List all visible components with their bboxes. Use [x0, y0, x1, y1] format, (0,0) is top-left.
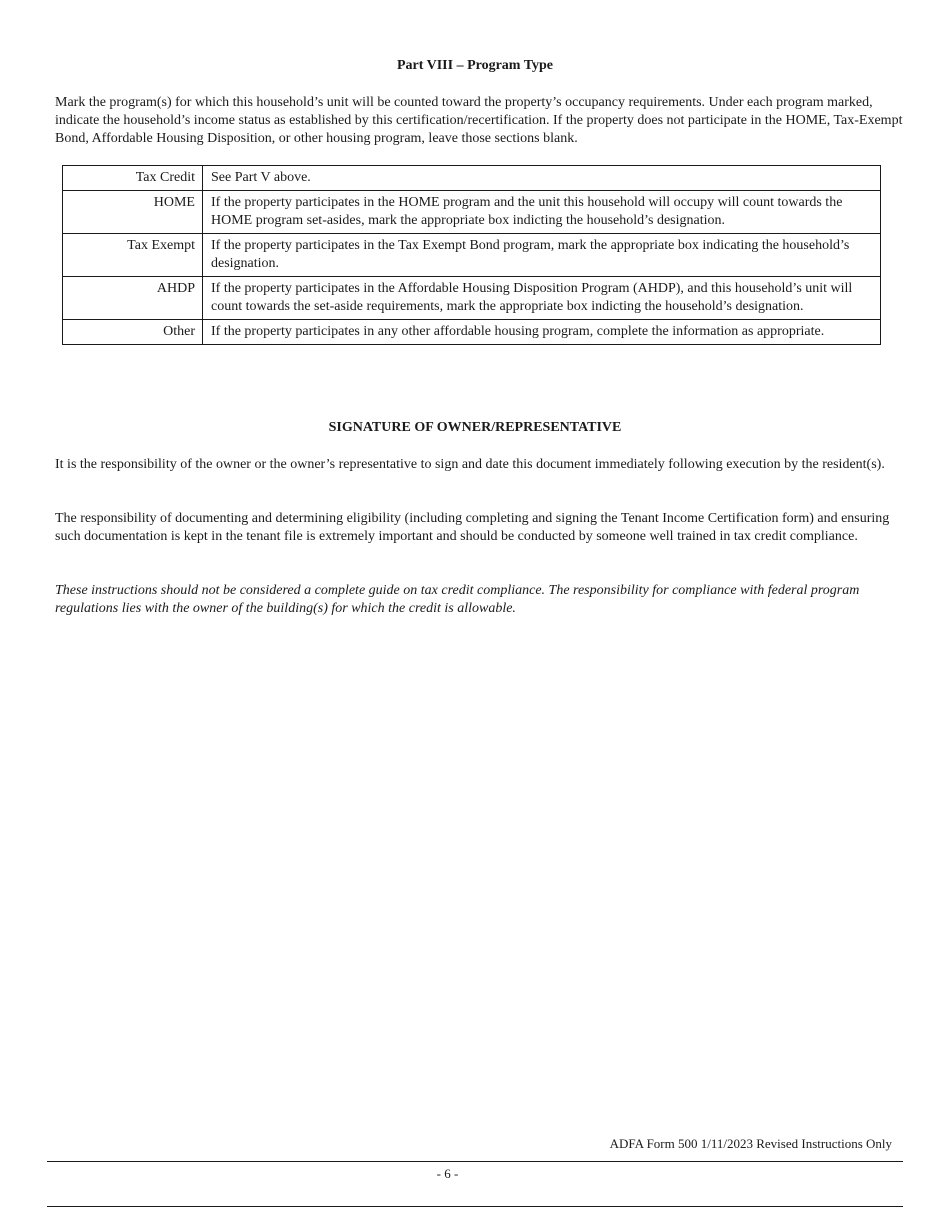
program-description: If the property participates in the Affordable Housing Disposition Program (AHDP), and this household’s unit will count towards the set-aside requirements, mark the appropriate box indicting the household’s designation.: [203, 277, 881, 320]
disclaimer-text: These instructions should not be considered a complete guide on tax credit compliance. The responsibility for compliance with federal program regulations lies with the owner of the building(s) for which the credit is allowable.: [55, 583, 860, 616]
intro-paragraph: Mark the program(s) for which this household’s unit will be counted toward the property’s occupancy requirements. Under each program marked, indicate the household’s income status as established by this certification/recertification. If the property does not participate in the HOME, Tax-Exempt Bond, Affordable Housing Disposition, or other housing program, leave those sections blank.: [55, 95, 903, 146]
program-description: If the property participates in the Tax Exempt Bond program, mark the appropriate box indicating the household’s designation.: [203, 234, 881, 277]
program-label: Tax Credit: [63, 166, 203, 191]
signature-paragraph-1: It is the responsibility of the owner or the owner’s representative to sign and date this document immediately following execution by the resident(s).: [55, 457, 885, 472]
signature-heading: SIGNATURE OF OWNER/REPRESENTATIVE: [328, 420, 622, 435]
program-label: Other: [63, 320, 203, 345]
table-row: [63, 191, 881, 234]
program-label: AHDP: [63, 277, 203, 320]
footer-top-rule: [47, 1161, 903, 1162]
program-type-table: [62, 165, 881, 345]
program-label: HOME: [63, 191, 203, 234]
table-row: [63, 277, 881, 320]
program-label: Tax Exempt: [63, 234, 203, 277]
part-heading: Part VIII – Program Type: [396, 58, 554, 73]
program-description: See Part V above.: [203, 166, 881, 191]
page-number: - 6 -: [436, 1166, 459, 1181]
table-row: [63, 320, 881, 345]
signature-paragraph-2: The responsibility of documenting and determining eligibility (including completing and signing the Tenant Income Certification form) and ensuring such documentation is kept in the tenant file is extremely important and should be conducted by someone well trained in tax credit compliance.: [55, 511, 890, 544]
footer-bottom-rule: [47, 1206, 903, 1207]
form-identifier: ADFA Form 500 1/11/2023 Revised Instructions Only: [609, 1136, 892, 1151]
program-description: If the property participates in any other affordable housing program, complete the information as appropriate.: [203, 320, 881, 345]
program-description: If the property participates in the HOME program and the unit this household will occupy will count towards the HOME program set-asides, mark the appropriate box indicting the household’s designation.: [203, 191, 881, 234]
table-row: [63, 166, 881, 191]
table-row: [63, 234, 881, 277]
